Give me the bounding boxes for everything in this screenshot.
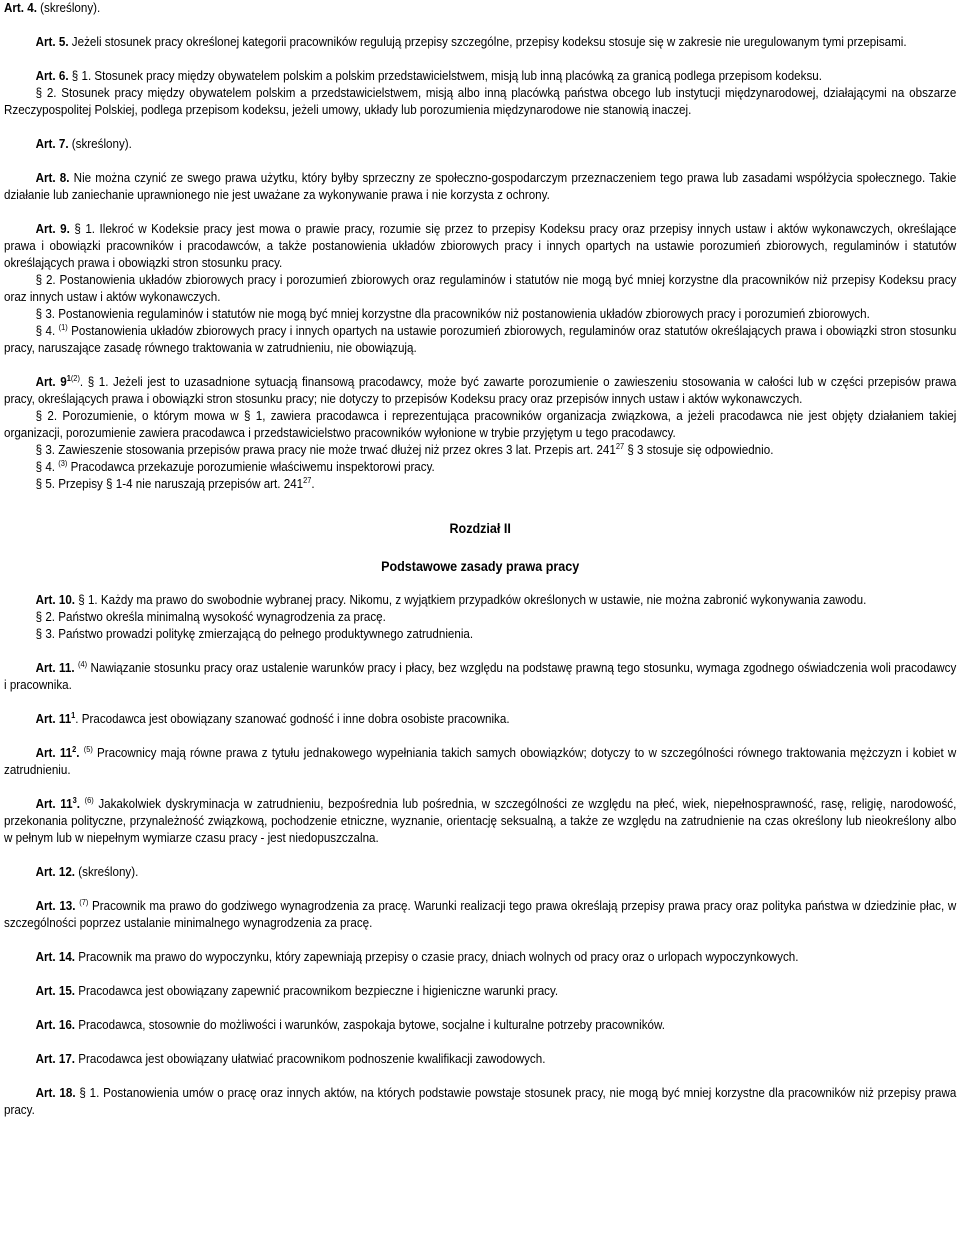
article-text: § 1. Ilekroć w Kodeksie pracy jest mowa o prawie pracy, rozumie się przez to przepisy Kodeksu pracy oraz przepisy innych ustaw i aktów wykonawczych, określające prawa i obowiązki pracowników i pracodawców, a także postanowienia układów zbiorowych pracy i innych opartych na ustawie porozumień zbiorowych, regulaminów i statutów określających prawa i obowiązki stron stosunku pracy. xyxy=(4,222,957,270)
art6-par1 xyxy=(4,68,956,85)
art17 xyxy=(4,1051,956,1068)
art9-par4 xyxy=(4,323,956,357)
article-text: Pracodawca jest obowiązany zapewnić pracownikom bezpieczne i higieniczne warunki pracy. xyxy=(75,984,559,998)
footnote-ref: (3) xyxy=(58,459,68,468)
art10-par3 xyxy=(4,626,956,643)
art4 xyxy=(4,0,956,17)
art8 xyxy=(4,170,956,204)
art9-par2 xyxy=(4,272,956,306)
art6-par2 xyxy=(4,85,956,119)
article-superscript: 1 xyxy=(66,374,71,383)
art9-par1 xyxy=(4,221,956,272)
paragraph-text: § 2. Postanowienia układów zbiorowych pracy i porozumień zbiorowych oraz regulaminów i statutów nie mogą być mniej korzystne dla pracowników niż przepisy Kodeksu pracy oraz innych ustaw i aktów wykonawczych. xyxy=(4,273,957,304)
article-label: Art. 4. xyxy=(4,1,37,15)
article-label: Art. 7. xyxy=(35,137,69,151)
article-label: Art. 8. xyxy=(35,171,70,185)
superscript: 27 xyxy=(615,442,625,451)
article-label: Art. 11 xyxy=(35,746,73,760)
art14 xyxy=(4,949,956,966)
paragraph-text: Pracodawca przekazuje porozumienie właściwemu inspektorowi pracy. xyxy=(67,460,435,474)
superscript: 27 xyxy=(303,476,312,485)
art11-2: Art. $11^2$. $^{(5)}$ Pracownicy mają równe prawa z tytułu jednakowego wypełniania takich samych obowiązków; dotyczy to w szczególności równego traktowania mężczyzn i kobiet w zatrudnieniu. xyxy=(4,745,957,777)
article-label: Art. 17. xyxy=(35,1052,76,1066)
article-text: Jakakolwiek dyskryminacja w zatrudnieniu, bezpośrednia lub pośrednia, w szczególności ze względu na płeć, wiek, niepełnosprawność, rasę, religię, narodowość, przekonania polityczne, przynależność związkową, pochodzenie etniczne, wyznanie, orientację seksualną, a także ze względu na zatrudnienie na czas określony lub nieokreślony albo w pełnym lub w niepełnym wymiarze czasu pracy - jest niedopuszczalna. xyxy=(4,797,957,845)
art11-1 xyxy=(4,711,956,728)
article-text: § 1. Każdy ma prawo do swobodnie wybranej pracy. Nikomu, z wyjątkiem przypadków określonych w ustawie, nie można zabronić wykonywania zawodu. xyxy=(75,593,867,607)
article-label: Art. 14. xyxy=(35,950,76,964)
art5 xyxy=(4,34,956,51)
article-label: Art. 11 xyxy=(35,712,72,726)
article-label: Art. 10. xyxy=(35,593,76,607)
article-text: (skreślony). xyxy=(75,865,139,879)
article-label: Art. 5. xyxy=(35,35,69,49)
art15 xyxy=(4,983,956,1000)
art9-1-par1 xyxy=(4,374,956,408)
article-label: Art. 11. xyxy=(35,661,75,675)
article-text: § 1. Stosunek pracy między obywatelem polskim a polskim przedstawicielstwem, misją lub inną placówką za granicą podlega przepisom kodeksu. xyxy=(68,69,822,83)
paragraph-text: . xyxy=(311,477,315,491)
article-label: Art. 16. xyxy=(35,1018,76,1032)
art9-par3 xyxy=(4,306,956,323)
paragraph-text: Postanowienia układów zbiorowych pracy i innych opartych na ustawie porozumień zbiorowych, regulaminów oraz statutów określających prawa i obowiązki stron stosunku pracy, naruszające zasadę równego traktowania w zatrudnieniu, nie obowiązują. xyxy=(4,324,957,355)
art12 xyxy=(4,864,956,881)
article-label: Art. 12. xyxy=(35,865,76,879)
paragraph-text: § 2. Państwo określa minimalną wysokość wynagrodzenia za pracę. xyxy=(35,610,386,624)
article-text: (skreślony). xyxy=(68,137,132,151)
article-text: § 1. Postanowienia umów o pracę oraz innych aktów, na których podstawie powstaje stosunek pracy, nie mogą być mniej korzystne dla pracowników niż przepisy prawa pracy. xyxy=(4,1086,957,1117)
article-text: Pracownik ma prawo do wypoczynku, który zapewniają przepisy o czasie pracy, dniach wolnych od pracy oraz o urlopach wypoczynkowych. xyxy=(75,950,799,964)
article-text: Pracodawca jest obowiązany ułatwiać pracownikom podnoszenie kwalifikacji zawodowych. xyxy=(75,1052,546,1066)
art9-1-par2 xyxy=(4,408,956,442)
article-text: Nawiązanie stosunku pracy oraz ustalenie warunków pracy i płacy, bez względu na podstawę prawną tego stosunku, wymaga zgodnego oświadczenia woli pracodawcy i pracownika. xyxy=(4,661,957,692)
footnote-ref: (7) xyxy=(79,898,89,907)
paragraph-text: § 4. xyxy=(35,324,59,338)
art9-1-par4 xyxy=(4,459,956,476)
article-superscript: 3 xyxy=(72,796,77,805)
article-text: Nie można czynić ze swego prawa użytku, który byłby sprzeczny ze społeczno-gospodarczym przeznaczeniem tego prawa lub zasadami współżycia społecznego. Takie działanie lub zaniechanie uprawnionego nie jest uważane za wykonywanie prawa i nie korzysta z ochrony. xyxy=(4,171,957,202)
footnote-ref: (6) xyxy=(84,796,94,805)
art11-3: Art. $11^3$. $^{(6)}$ Jakakolwiek dyskryminacja w zatrudnieniu, bezpośrednia lub pośrednia, w szczególności ze względu na płeć, wiek, niepełnosprawność, rasę, religię, narodowość, przekonania polityczne, przynależność związkową, pochodzenie etniczne, wyznanie, orientację seksualną, a także ze względu na zatrudnienie na czas określony lub nieokreślony albo w pełnym lub w niepełnym wymiarze czasu pracy - jest niedopuszczalna. xyxy=(4,796,957,845)
art16 xyxy=(4,1017,956,1034)
article-text: Pracownik ma prawo do godziwego wynagrodzenia za pracę. Warunki realizacji tego prawa określają przepisy prawa pracy oraz polityka państwa w dziedzinie płac, w szczególności poprzez ustalanie minimalnego wynagrodzenia za pracę. xyxy=(4,899,957,930)
paragraph-text: § 3 stosuje się odpowiednio. xyxy=(624,443,774,457)
paragraph-text: § 2. Porozumienie, o którym mowa w § 1, zawiera pracodawca i reprezentująca pracowników organizacja związkowa, a jeżeli pracodawca nie jest objęty działaniem takiej organizacji, porozumienie zawiera pracodawca i przedstawicielstwo pracowników wyłonione w trybie przyjętym u tego pracodawcy. xyxy=(4,409,957,440)
article-text: Jeżeli stosunek pracy określonej kategorii pracowników regulują przepisy szczególne, przepisy kodeksu stosuje się w zakresie nie uregulowanym tymi przepisami. xyxy=(68,35,907,49)
article-text: (skreślony). xyxy=(36,1,101,15)
paragraph-text: § 5. Przepisy § 1-4 nie naruszają przepisów art. 241 xyxy=(35,477,304,491)
article-superscript: 1 xyxy=(71,711,76,720)
art9-1-par5 xyxy=(4,476,956,493)
article-label: Art. 13. xyxy=(35,899,76,913)
footnote-ref: (2) xyxy=(70,374,80,383)
article-text: . Pracodawca jest obowiązany szanować godność i inne dobra osobiste pracownika. xyxy=(75,712,510,726)
footnote-ref: (4) xyxy=(77,660,88,669)
chapter-heading: Rozdział II xyxy=(449,521,511,536)
article-superscript: 2 xyxy=(72,745,77,754)
art7 xyxy=(4,136,956,153)
footnote-ref: (5) xyxy=(83,745,93,754)
article-label: Art. 18. xyxy=(35,1086,76,1100)
article-label: Art. 9 xyxy=(35,375,67,389)
art9-1-par3 xyxy=(4,442,956,459)
paragraph-text: § 3. Państwo prowadzi politykę zmierzającą do pełnego produktywnego zatrudnienia. xyxy=(35,627,474,641)
paragraph-text: § 3. Zawieszenie stosowania przepisów prawa pracy nie może trwać dłużej niż przez okres 3 lat. Przepis art. 241 xyxy=(35,443,616,457)
article-label: Art. 11 xyxy=(35,797,73,811)
art11 xyxy=(4,660,956,694)
paragraph-text: § 3. Postanowienia regulaminów i statutów nie mogą być mniej korzystne dla pracowników niż postanowienia układów zbiorowych pracy i porozumień zbiorowych. xyxy=(35,307,870,321)
footnote-ref: (1) xyxy=(58,323,68,332)
paragraph-text: § 4. xyxy=(35,460,59,474)
art10-par2 xyxy=(4,609,956,626)
art13 xyxy=(4,898,956,932)
article-label: Art. 15. xyxy=(35,984,76,998)
art10-par1 xyxy=(4,592,956,609)
art18-par1 xyxy=(4,1085,956,1119)
paragraph-text: § 2. Stosunek pracy między obywatelem polskim a przedstawicielstwem, misją albo inną placówką państwa obcego lub instytucji międzynarodowej, działającymi na obszarze Rzeczypospolitej Polskiej, podlega przepisom kodeksu, jeżeli umowy, układy lub porozumienia międzynarodowe nie stanowią inaczej. xyxy=(4,86,957,117)
article-label: Art. 6. xyxy=(35,69,69,83)
article-text: Pracodawca, stosownie do możliwości i warunków, zaspokaja bytowe, socjalne i kulturalne potrzeby pracowników. xyxy=(75,1018,665,1032)
article-text: . § 1. Jeżeli jest to uzasadnione sytuacją finansową pracodawcy, może być zawarte porozumienie o zawieszeniu stosowania w całości lub w części przepisów prawa pracy, określających prawa i obowiązki stron stosunku pracy; nie dotyczy to przepisów Kodeksu pracy oraz przepisów innych ustaw i aktów wykonawczych. xyxy=(4,375,957,406)
chapter-title: Podstawowe zasady prawa pracy xyxy=(381,559,580,574)
document-text xyxy=(4,0,956,1119)
article-text: Pracownicy mają równe prawa z tytułu jednakowego wypełniania takich samych obowiązków; dotyczy to w szczególności równego traktowania mężczyzn i kobiet w zatrudnieniu. xyxy=(4,746,957,777)
article-label: Art. 9. xyxy=(35,222,70,236)
